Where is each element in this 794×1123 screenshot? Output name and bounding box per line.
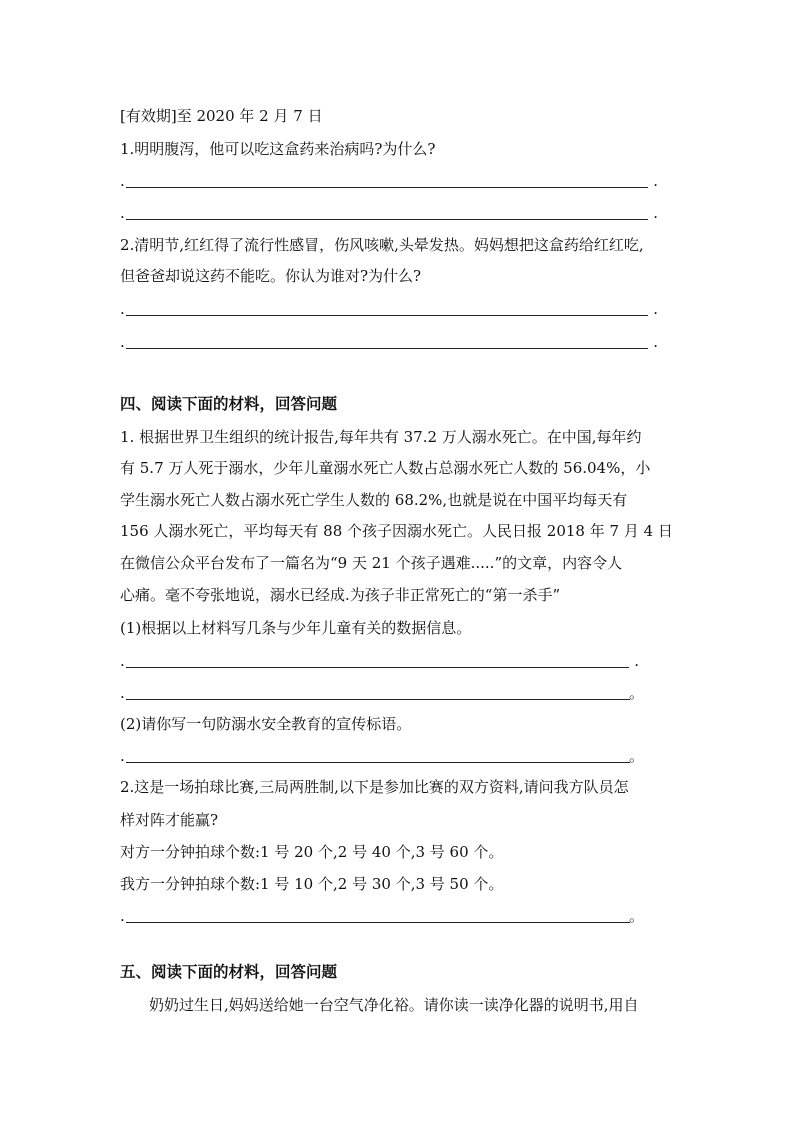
answer-line[interactable]: . 。	[120, 907, 644, 925]
section-4-paragraph-line: 在微信公众平台发布了一篇名为“9 天 21 个孩子遇难.....”的文章，内容令人	[120, 554, 623, 572]
section-4-heading: 四、阅读下面的材料，回答问题	[120, 394, 338, 413]
validity-text: [有效期]至 2020 年 2 月 7 日	[120, 107, 323, 125]
section-4-paragraph-line: 有 5.7 万人死于溺水，少年儿童溺水死亡人数占总溺水死亡人数的 56.04%，小	[120, 459, 651, 477]
answer-line[interactable]: . .	[120, 300, 658, 318]
our-data: 我方一分钟拍球个数:1 号 10 个,2 号 30 个,3 号 50 个。	[120, 875, 504, 893]
answer-line[interactable]: . 。	[120, 684, 644, 702]
answer-line[interactable]: . 。	[120, 747, 644, 765]
sub-question-1: (1)根据以上材料写几条与少年儿童有关的数据信息。	[120, 619, 472, 637]
question-1: 1.明明腹泻，他可以吃这盒药来治病吗?为什么?	[120, 140, 436, 158]
sub-question-2: (2)请你写一句防溺水安全教育的宣传标语。	[120, 715, 412, 733]
section-5-heading: 五、阅读下面的材料，回答问题	[120, 962, 338, 981]
section-4-paragraph-line: 心痛。毫不夸张地说，溺水已经成.为孩子非正常死亡的“第一杀手”	[120, 586, 561, 604]
question-2-line-2: 样对阵才能赢?	[120, 811, 219, 829]
answer-line[interactable]: . .	[120, 333, 658, 351]
question-2-line-2: 但爸爸却说这药不能吃。你认为谁对?为什么?	[120, 267, 422, 285]
section-4-paragraph-line: 学生溺水死亡人数占溺水死亡学生人数的 68.2%,也就是说在中国平均每天有	[120, 491, 628, 509]
answer-line[interactable]: . .	[120, 204, 658, 222]
answer-line[interactable]: . .	[120, 652, 639, 670]
section-4-paragraph-line: 1. 根据世界卫生组织的统计报告,每年共有 37.2 万人溺水死亡。在中国,每年约	[120, 428, 642, 446]
section-5-paragraph-line: 奶奶过生日,妈妈送给她一台空气净化裕。请你读一读净化器的说明书,用自	[149, 996, 639, 1014]
answer-line[interactable]: . .	[120, 172, 658, 190]
question-2-line-1: 2.这是一场拍球比赛,三局两胜制,以下是参加比赛的双方资料,请问我方队员怎	[120, 778, 629, 796]
section-4-paragraph-line: 156 人溺水死亡，平均每天有 88 个孩子因溺水死亡。人民日报 2018 年 7 月 4 日	[120, 522, 673, 540]
question-2-line-1: 2.清明节,红红得了流行性感冒，伤风咳嗽,头晕发热。妈妈想把这盒药给红红吃,	[120, 236, 644, 254]
opponent-data: 对方一分钟拍球个数:1 号 20 个,2 号 40 个,3 号 60 个。	[120, 843, 504, 861]
